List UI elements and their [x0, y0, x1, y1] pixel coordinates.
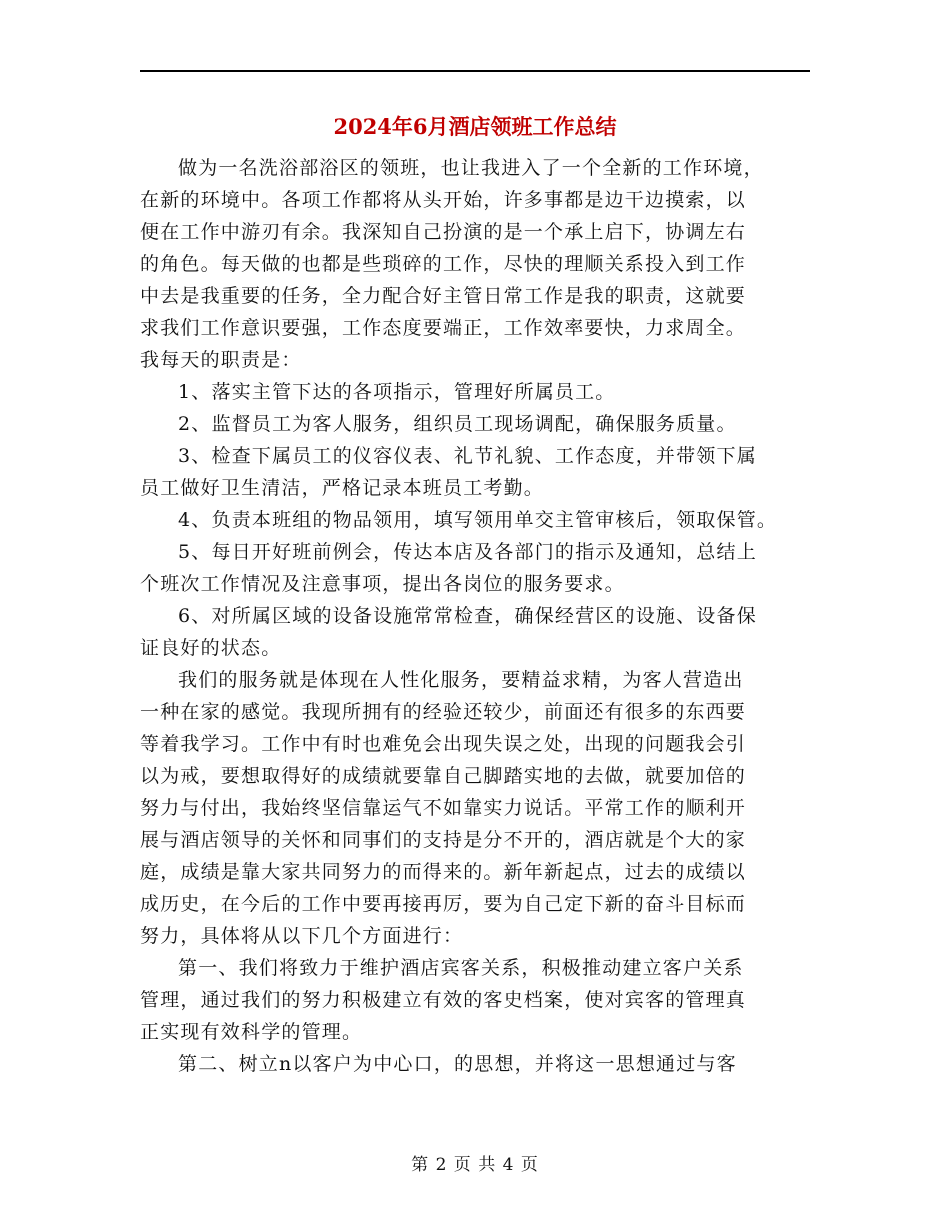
paragraph-duty-5: 5、每日开好班前例会，传达本店及各部门的指示及通知，总结上 个班次工作情况及注意事项，提出各岗位的服务要求。	[140, 541, 757, 595]
paragraph-duty-3: 3、检查下属员工的仪容仪表、礼节礼貌、工作态度，并带领下属 员工做好卫生清洁，严格记录本班员工考勤。	[140, 445, 757, 499]
paragraph-duty-1: 1、落实主管下达的各项指示，管理好所属员工。	[178, 381, 616, 403]
paragraph-duty-4: 4、负责本班组的物品领用，填写领用单交主管审核后，领取保管。	[178, 509, 778, 531]
paragraph-intro: 做为一名洗浴部浴区的领班，也让我进入了一个全新的工作环境， 在新的环境中。各项工作都将从头开始，许多事都是边干边摸索，以 便在工作中游刃有余。我深知自己扮演的是一个承上启下，协调左右 的角色。每天做的也都是些琐碎的工作，尽快的理顺关系投入到工作 中去是我重要的任务，全力配合好主管日常工作是我的职责，这就要 求我们工作意识要强，工作态度要端正，工作效率要快，力求周全。 我每天的职责是：	[140, 157, 764, 371]
paragraph-duty-6: 6、对所属区域的设备设施常常检查，确保经营区的设施、设备保 证良好的状态。	[140, 605, 757, 659]
header-rule	[140, 70, 810, 72]
paragraph-plan-1: 第一、我们将致力于维护酒店宾客关系，积极推动建立客户关系 管理，通过我们的努力积极建立有效的客史档案，使对宾客的管理真 正实现有效科学的管理。	[140, 957, 747, 1043]
document-body	[140, 152, 815, 1080]
paragraph-service: 我们的服务就是体现在人性化服务，要精益求精，为客人营造出 一种在家的感觉。我现所拥有的经验还较少，前面还有很多的东西要 等着我学习。工作中有时也难免会出现失误之处，出现的问题我会引 以为戒，要想取得好的成绩就要靠自己脚踏实地的去做，就要加倍的 努力与付出，我始终坚信靠运气不如靠实力说话。平常工作的顺利开 展与酒店领导的关怀和同事们的支持是分不开的，酒店就是个大的家 庭，成绩是靠大家共同努力的而得来的。新年新起点，过去的成绩以 成历史，在今后的工作中要再接再厉，要为自己定下新的奋斗目标而 努力，具体将从以下几个方面进行：	[140, 669, 747, 947]
document-title: 2024年6月酒店领班工作总结	[333, 114, 617, 139]
paragraph-plan-2: 第二、树立n以客户为中心口，的思想，并将这一思想通过与客	[178, 1053, 737, 1075]
paragraph-duty-2: 2、监督员工为客人服务，组织员工现场调配，确保服务质量。	[178, 413, 737, 435]
page-footer: 第 2 页 共 4 页	[411, 1155, 539, 1175]
